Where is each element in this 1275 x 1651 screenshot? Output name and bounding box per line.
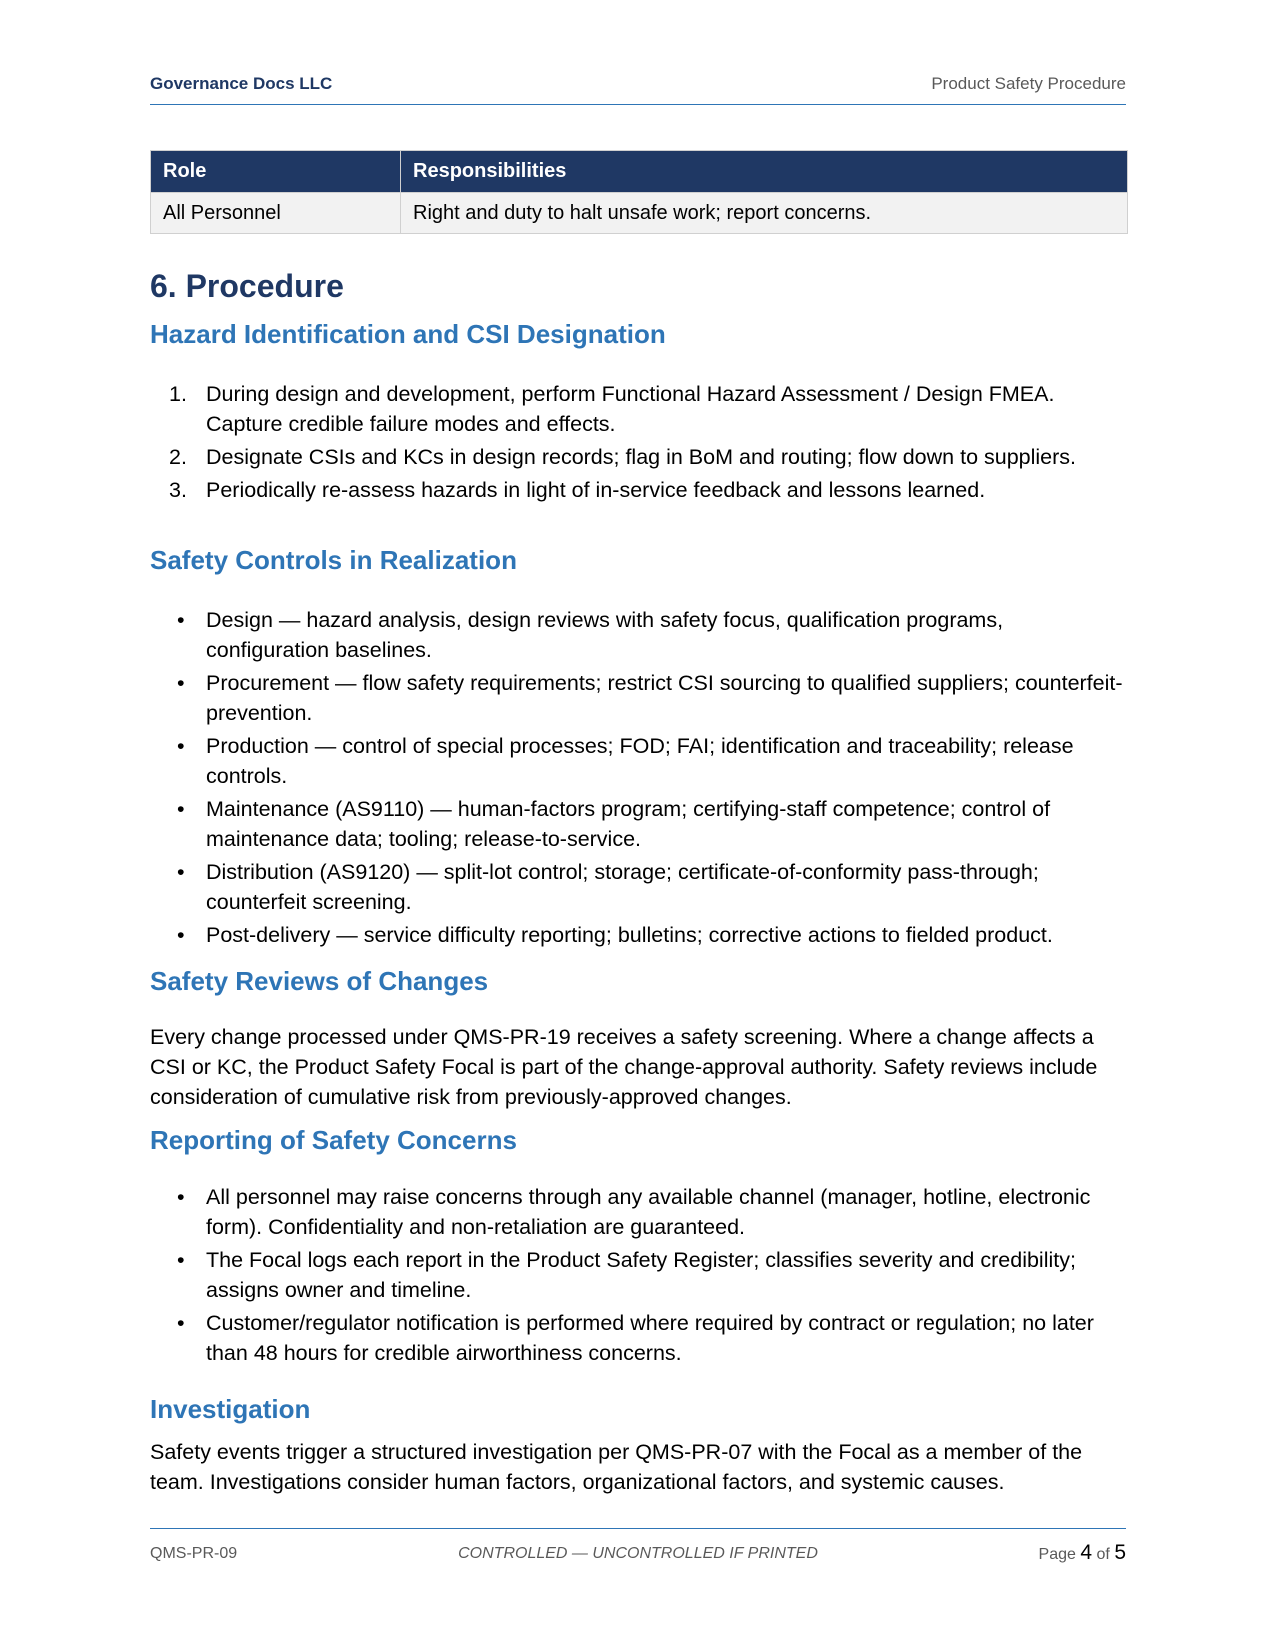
- control-notice: CONTROLLED — UNCONTROLLED IF PRINTED: [458, 1545, 818, 1562]
- bullet-icon: •: [177, 1248, 185, 1272]
- controls-list: [150, 605, 1126, 953]
- list-item: [150, 1245, 1126, 1305]
- document-title: Product Safety Procedure: [931, 74, 1126, 93]
- document-id: QMS-PR-09: [150, 1545, 238, 1562]
- list-item: [150, 794, 1126, 854]
- role-cell: All Personnel: [151, 193, 401, 234]
- list-item-text: During design and development, perform Functional Hazard Assessment / Design FMEA. Capture credible failure modes and effects.: [206, 382, 1055, 436]
- list-item: [150, 1308, 1126, 1368]
- list-item: [150, 442, 1126, 472]
- list-number: 1.: [169, 382, 187, 406]
- total-pages: 5: [1114, 1541, 1126, 1564]
- list-item: [150, 920, 1126, 950]
- hazard-heading: Hazard Identification and CSI Designation: [150, 319, 666, 349]
- investigation-paragraph: Safety events trigger a structured investigation per QMS-PR-07 with the Focal as a member of the team. Investigations consider human factors, organizational factors, and systemic causes.: [150, 1440, 1083, 1494]
- list-item-text: Periodically re-assess hazards in light of in-service feedback and lessons learned.: [206, 478, 986, 502]
- page-label: Page: [1038, 1546, 1076, 1563]
- changes-heading: Safety Reviews of Changes: [150, 966, 489, 996]
- list-item-text: All personnel may raise concerns through any available channel (manager, hotline, electronic form). Confidentiality and non-retaliation are guaranteed.: [206, 1185, 1091, 1239]
- list-number: 3.: [169, 478, 187, 502]
- list-item: [150, 668, 1126, 728]
- table-row: [151, 193, 1128, 234]
- column-header-responsibilities: Responsibilities: [401, 151, 1128, 193]
- list-item: [150, 1182, 1126, 1242]
- bullet-icon: •: [177, 734, 185, 758]
- bullet-icon: •: [177, 860, 185, 884]
- changes-paragraph: Every change processed under QMS-PR-19 receives a safety screening. Where a change affects a CSI or KC, the Product Safety Focal is part of the change-approval authority. Safety reviews include consideration of cumulative risk from previously-approved changes.: [150, 1025, 1098, 1109]
- list-item: [150, 379, 1126, 439]
- page-footer: [150, 1528, 1126, 1564]
- list-item: [150, 857, 1126, 917]
- table-header-row: [151, 151, 1128, 193]
- column-header-role: Role: [151, 151, 401, 193]
- list-item-text: Production — control of special processes; FOD; FAI; identification and traceability; release controls.: [206, 734, 1074, 788]
- investigation-heading: Investigation: [150, 1394, 311, 1424]
- list-item-text: Designate CSIs and KCs in design records; flag in BoM and routing; flow down to suppliers.: [206, 445, 1077, 469]
- hazard-list: [150, 379, 1126, 508]
- bullet-icon: •: [177, 923, 185, 947]
- list-item: [150, 731, 1126, 791]
- bullet-icon: •: [177, 671, 185, 695]
- list-number: 2.: [169, 445, 187, 469]
- bullet-icon: •: [177, 1185, 185, 1209]
- responsibilities-cell: Right and duty to halt unsafe work; report concerns.: [401, 193, 1128, 234]
- list-item-text: The Focal logs each report in the Product Safety Register; classifies severity and credibility; assigns owner and timeline.: [206, 1248, 1076, 1302]
- current-page: 4: [1080, 1541, 1093, 1564]
- of-label: of: [1096, 1546, 1110, 1563]
- company-name: Governance Docs LLC: [150, 74, 333, 93]
- bullet-icon: •: [177, 1311, 185, 1335]
- page-number: [1039, 1541, 1126, 1565]
- reporting-list: [150, 1182, 1126, 1371]
- list-item: [150, 605, 1126, 665]
- bullet-icon: •: [177, 608, 185, 632]
- list-item-text: Distribution (AS9120) — split-lot control; storage; certificate-of-conformity pass-through; counterfeit screening.: [206, 860, 1039, 914]
- section-title: 6. Procedure: [150, 268, 344, 304]
- list-item-text: Maintenance (AS9110) — human-factors program; certifying-staff competence; control of maintenance data; tooling; release-to-service.: [206, 797, 1051, 851]
- list-item-text: Post-delivery — service difficulty reporting; bulletins; corrective actions to fielded product.: [206, 923, 1053, 947]
- list-item: [150, 475, 1126, 505]
- bullet-icon: •: [177, 797, 185, 821]
- reporting-heading: Reporting of Safety Concerns: [150, 1125, 517, 1155]
- roles-table: [150, 150, 1128, 234]
- page-header: [150, 72, 1126, 105]
- list-item-text: Design — hazard analysis, design reviews with safety focus, qualification programs, configuration baselines.: [206, 608, 1004, 662]
- list-item-text: Customer/regulator notification is performed where required by contract or regulation; no later than 48 hours for credible airworthiness concerns.: [206, 1311, 1094, 1365]
- list-item-text: Procurement — flow safety requirements; restrict CSI sourcing to qualified suppliers; counterfeit-prevention.: [206, 671, 1123, 725]
- controls-heading: Safety Controls in Realization: [150, 545, 517, 575]
